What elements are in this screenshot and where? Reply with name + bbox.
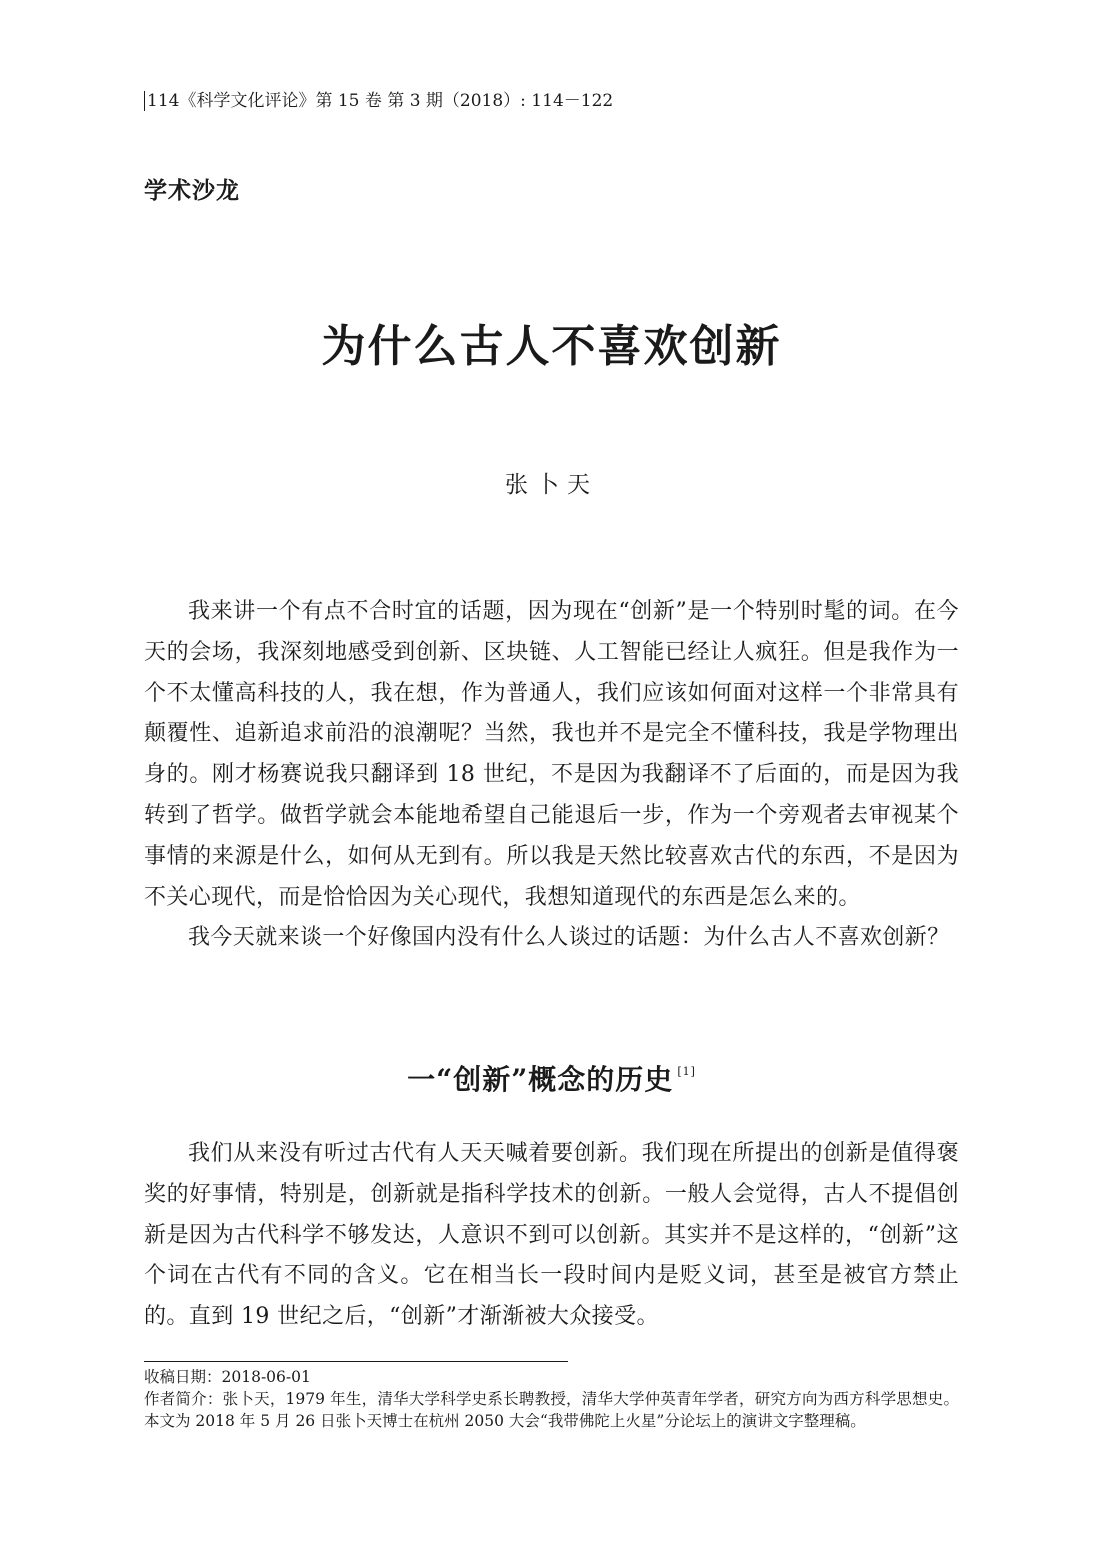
journal-citation: 114《科学文化评论》第 15 卷 第 3 期（2018）: 114－122 — [147, 91, 614, 111]
footnotes — [144, 1366, 959, 1432]
author-name: 张卜天 — [505, 472, 598, 498]
running-head — [144, 90, 613, 112]
footnote-divider — [144, 1361, 568, 1362]
received-date: 收稿日期：2018-06-01 — [144, 1368, 311, 1386]
section-heading-text: 一“创新”概念的历史 — [407, 1063, 674, 1096]
paragraph: 我们从来没有听过古代有人天天喊着要创新。我们现在所提出的创新是值得褒奖的好事情，特别是，创新就是指科学技术的创新。一般人会觉得，古人不提倡创新是因为古代科学不够发达，人意识不到可以创新。其实并不是这样的，“创新”这个词在古代有不同的含义。它在相当长一段时间内是贬义词，甚至是被官方禁止的。直到 19 世纪之后，“创新”才渐渐被大众接受。 — [144, 1141, 959, 1330]
author-bio: 作者简介：张卜天，1979 年生，清华大学科学史系长聘教授，清华大学仲英青年学者，研究方向为西方科学思想史。本文为 2018 年 5 月 26 日张卜天博士在杭州 2050 大会“我带佛陀上火星”分论坛上的演讲文字整理稿。 — [144, 1390, 959, 1430]
intro-body — [144, 592, 959, 959]
section-heading — [144, 1058, 959, 1098]
paragraph: 我今天就来谈一个好像国内没有什么人谈过的话题：为什么古人不喜欢创新？ — [188, 925, 950, 951]
paragraph: 我来讲一个有点不合时宜的话题，因为现在“创新”是一个特别时髦的词。在今天的会场，我深刻地感受到创新、区块链、人工智能已经让人疯狂。但是我作为一个不太懂高科技的人，我在想，作为普通人，我们应该如何面对这样一个非常具有颠覆性、追新追求前沿的浪潮呢？当然，我也并不是完全不懂科技，我是学物理出身的。刚才杨赛说我只翻译到 18 世纪，不是因为我翻译不了后面的，而是因为我转到了哲学。做哲学就会本能地希望自己能退后一步，作为一个旁观者去审视某个事情的来源是什么，如何从无到有。所以我是天然比较喜欢古代的东西，不是因为不关心现代，而是恰恰因为关心现代，我想知道现代的东西是怎么来的。 — [144, 599, 959, 910]
section-body — [144, 1134, 959, 1338]
section-label: 学术沙龙 — [144, 178, 240, 204]
margin-rule — [144, 91, 145, 111]
article-title: 为什么古人不喜欢创新 — [321, 321, 782, 372]
footnote-reference[interactable]: [1] — [677, 1065, 696, 1078]
